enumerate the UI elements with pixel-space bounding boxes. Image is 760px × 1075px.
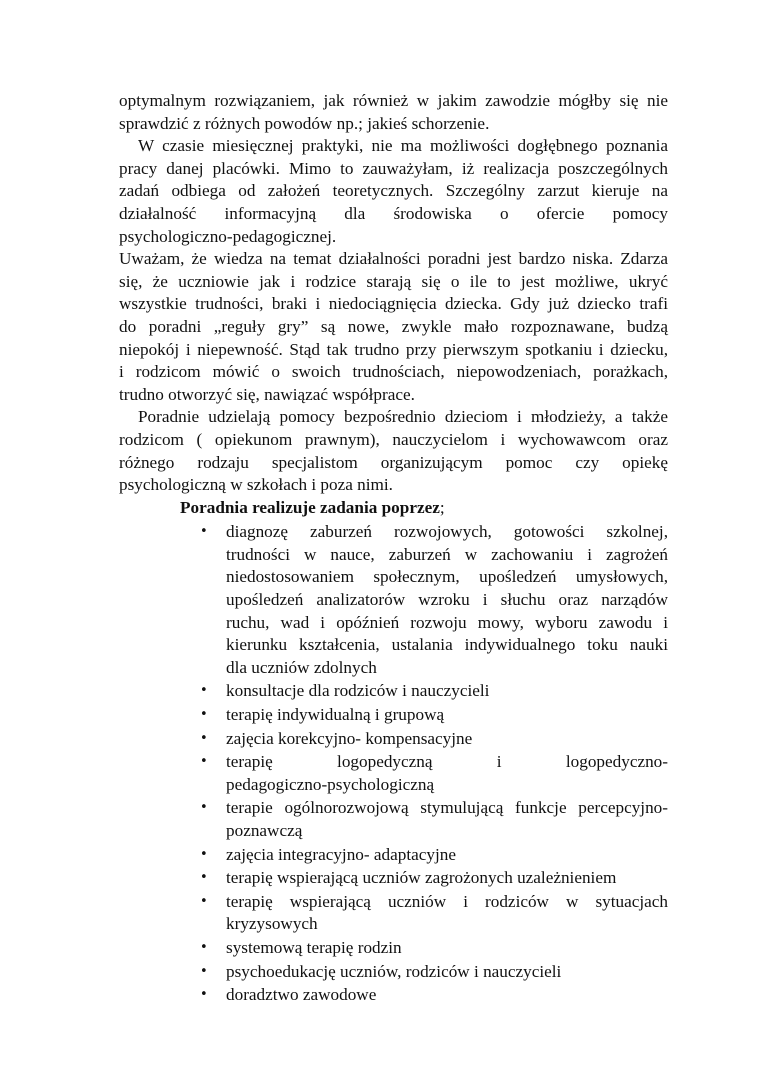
text-line: W czasie miesięcznej praktyki, nie ma możliwości dogłębnego poznania [138,136,668,156]
list-item [200,680,668,703]
bullet-icon: • [200,524,208,540]
list-item-text: psychoedukację uczniów, rodziców i nauczycieli [226,961,562,981]
text-line: psychologiczno-pedagogicznej. [119,226,337,246]
section-heading [119,497,668,520]
text-line: psychologiczną w szkołach i poza nimi. [119,475,393,495]
text-line: diagnozę zaburzeń rozwojowych, gotowości szkolnej, [226,522,668,542]
list-item [200,797,668,842]
text-line: kryzysowych [226,914,318,934]
bullet-icon: • [200,683,208,699]
bullet-icon: • [200,754,208,770]
text-line: sprawdzić z różnych powodów np.; jakieś schorzenie. [119,113,490,133]
list-item-text: terapię wspierającą uczniów zagrożonych uzależnieniem [226,868,617,888]
list-item-text: systemową terapię rodzin [226,937,402,957]
text-line: terapie ogólnorozwojową stymulującą funkcje percepcyjno- [226,798,668,818]
paragraph-practice-remarks [119,135,668,248]
text-line: upośledzeń analizatorów wzroku i słuchu oraz narządów [226,590,668,610]
text-line: zadań odbiega od założeń teoretycznych. Szczególny zarzut kieruje na [119,181,668,201]
list-item [200,867,668,890]
text-line: terapię logopedyczną i logopedyczno- [226,752,668,772]
paragraph-services-recipients [119,406,668,496]
bullet-icon: • [200,939,208,955]
list-item [200,937,668,960]
text-line: Uważam, że wiedza na temat działalności poradni jest bardzo niska. Zdarza [119,249,668,269]
list-item-text: konsultacje dla rodziców i nauczycieli [226,681,490,701]
bullet-icon: • [200,870,208,886]
heading-text: Poradnia realizuje zadania poprzez [180,497,440,517]
bullet-icon: • [200,893,208,909]
text-line: dla uczniów zdolnych [226,657,377,677]
list-item [200,728,668,751]
bullet-icon: • [200,800,208,816]
text-line: kierunku kształcenia, ustalania indywidualnego toku nauki [226,635,668,655]
text-line: trudności w nauce, zaburzeń w zachowaniu i zagrożeń [226,544,668,564]
list-item [200,751,668,796]
text-line: Poradnie udzielają pomocy bezpośrednio dzieciom i młodzieży, a także [138,407,668,427]
text-line: wszystkie trudności, braki i niedociągnięcia dziecka. Gdy już dziecko trafi [119,294,668,314]
text-line: różnego rodzaju specjalistom organizującym pomoc czy opiekę [119,452,668,472]
bullet-icon: • [200,707,208,723]
list-item [200,844,668,867]
list-item-text: terapię indywidualną i grupową [226,705,445,725]
text-line: optymalnym rozwiązaniem, jak również w jakim zawodzie mógłby się nie [119,91,668,110]
text-line: niepokój i niepewność. Stąd tak trudno przy pierwszym spotkaniu i dziecku, [119,339,668,359]
text-line: do poradni „reguły gry” są nowe, zwykle mało rozpoznawane, budzą [119,316,668,336]
list-item [200,704,668,727]
paragraph-knowledge-opinion [119,248,668,406]
list-item [200,891,668,936]
bullet-icon: • [200,846,208,862]
text-line: się, że uczniowie jak i rodzice starają się o ile to jest możliwe, ukryć [119,271,668,291]
text-line: pracy danej placówki. Mimo to zauważyłam, iż realizacja poszczególnych [119,158,668,178]
list-item-text: zajęcia integracyjno- adaptacyjne [226,844,456,864]
text-line: terapię wspierającą uczniów i rodziców w sytuacjach [226,891,668,911]
text-line: niedostosowaniem społecznym, upośledzeń umysłowych, [226,567,668,587]
text-line: ruchu, wad i opóźnień rozwoju mowy, wyboru zawodu i [226,612,668,632]
text-line: działalność informacyjną dla środowiska o ofercie pomocy [119,203,668,223]
text-line: trudno otworzyć się, nawiązać współprace. [119,384,415,404]
list-item [200,961,668,984]
list-item-text: zajęcia korekcyjno- kompensacyjne [226,728,473,748]
tasks-list [119,521,668,1006]
bullet-icon: • [200,730,208,746]
text-line: i rodzicom mówić o swoich trudnościach, niepowodzeniach, porażkach, [119,362,668,382]
paragraph-intro-continuation [119,90,668,135]
list-item [200,984,668,1007]
list-item-text: doradztwo zawodowe [226,985,377,1005]
bullet-icon: • [200,963,208,979]
heading-punctuation: ; [439,497,445,517]
text-line: poznawczą [226,821,303,840]
bullet-icon: • [200,987,208,1003]
text-line: pedagogiczno-psychologiczną [226,774,435,794]
text-line: rodzicom ( opiekunom prawnym), nauczycielom i wychowawcom oraz [119,429,668,449]
list-item [200,521,668,679]
